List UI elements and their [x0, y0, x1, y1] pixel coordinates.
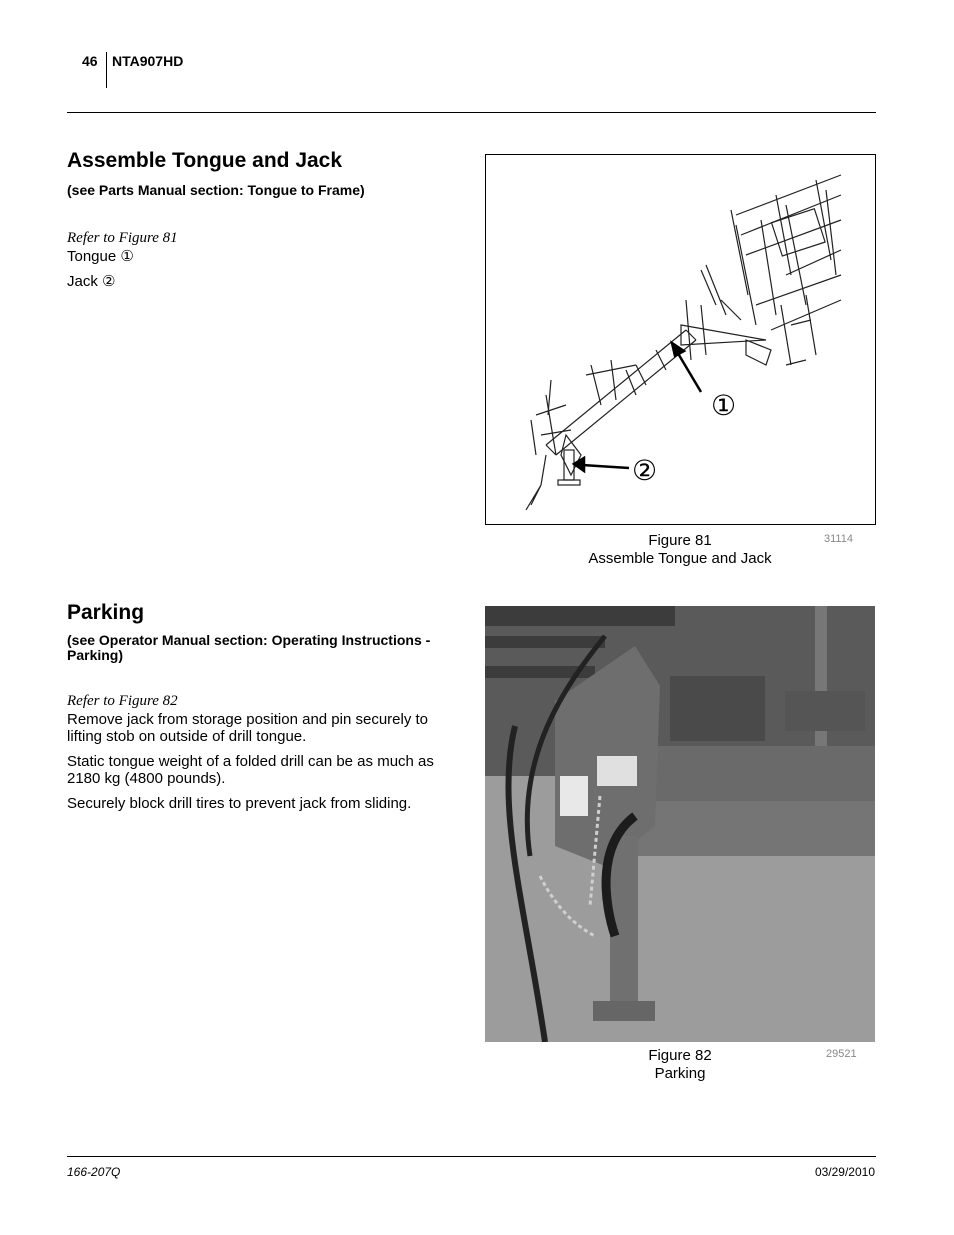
- section-subtitle-tongue-jack: (see Parts Manual section: Tongue to Frame): [67, 182, 365, 198]
- header-divider: [106, 52, 107, 88]
- tongue-jack-illustration: [486, 155, 875, 524]
- callout-2: ②: [632, 455, 658, 486]
- header-rule: [67, 112, 876, 113]
- paragraph-block-tires: Securely block drill tires to prevent jack from sliding.: [67, 795, 412, 812]
- footer-date: 03/29/2010: [814, 1165, 875, 1179]
- footer-doc-number: 166-207Q: [67, 1165, 121, 1179]
- section-subtitle-parking-line-1: (see Operator Manual section: Operating Instructions -: [67, 632, 431, 648]
- section-title-parking: Parking: [67, 601, 145, 624]
- paragraph-tongue-weight-line-1: Static tongue weight of a folded drill can be as much as: [67, 753, 434, 770]
- paragraph-remove-jack-line-1: Remove jack from storage position and pin securely to: [67, 711, 429, 728]
- page-number: 46: [82, 53, 98, 69]
- figure-82-caption: [485, 1047, 875, 1083]
- figure-81-image-number: 31114: [824, 533, 853, 545]
- figure-82-title: Parking: [654, 1065, 706, 1082]
- section-subtitle-parking-line-2: Parking): [67, 647, 124, 663]
- figure-82-label: Figure 82: [648, 1047, 712, 1064]
- figure-81-label: Figure 81: [648, 532, 712, 549]
- figure-81-caption: [485, 532, 875, 568]
- paragraph-remove-jack-line-2: lifting stob on outside of drill tongue.: [67, 728, 307, 745]
- list-item-tongue: Tongue ①: [67, 248, 134, 265]
- parking-photo-illustration: [485, 606, 875, 1042]
- section-subtitle-parking: [67, 633, 430, 663]
- section-title-tongue-jack: Assemble Tongue and Jack: [67, 149, 343, 172]
- figure-81-title: Assemble Tongue and Jack: [588, 550, 772, 567]
- model-name: NTA907HD: [112, 53, 184, 69]
- figure-81-drawing: [485, 154, 876, 525]
- list-item-jack: Jack ②: [67, 273, 116, 290]
- refer-figure-81: Refer to Figure 81: [67, 230, 178, 246]
- figure-82-photo: [485, 606, 875, 1042]
- callout-1: ①: [711, 390, 737, 421]
- footer-rule: [67, 1156, 876, 1157]
- paragraph-tongue-weight: [67, 753, 434, 787]
- refer-figure-82: Refer to Figure 82: [67, 693, 178, 709]
- paragraph-remove-jack: [67, 711, 428, 745]
- paragraph-tongue-weight-line-2: 2180 kg (4800 pounds).: [67, 770, 226, 787]
- figure-82-image-number: 29521: [826, 1048, 857, 1060]
